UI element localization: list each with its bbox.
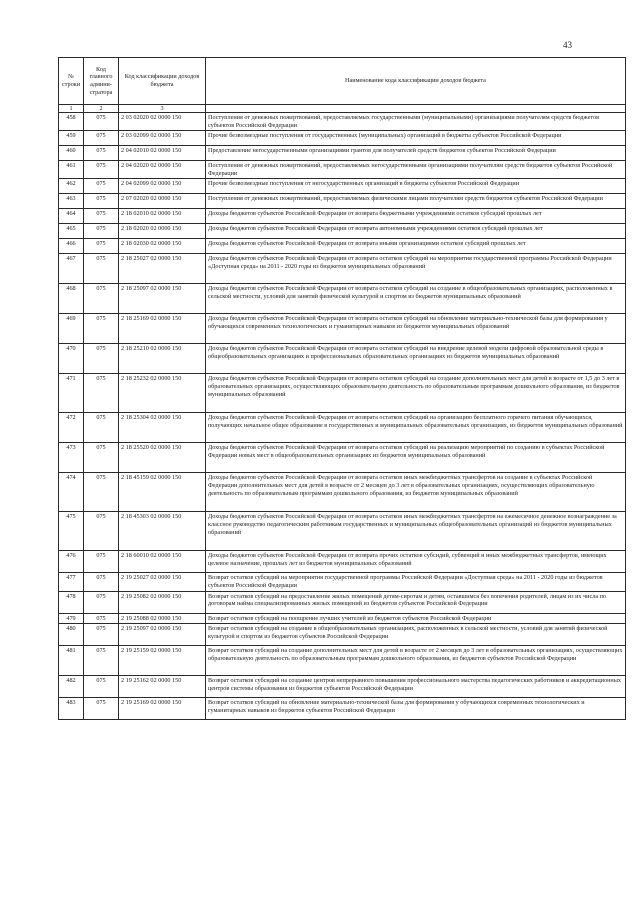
code-name: Возврат остатков субсидий на предоставление жилых помещений детям-сиротам и детям, оставшимся без попечения родителей, лицам из их числа по договорам найма специализированных жилых помещений из бюджетов субъектов Российской Федерации: [206, 591, 626, 613]
row-number: 482: [59, 676, 84, 698]
admin-code: 075: [84, 314, 119, 344]
admin-code: 075: [84, 698, 119, 720]
row-number: 471: [59, 374, 84, 413]
code-name: Предоставление негосударственными организациями грантов для получателей средств бюджетов субъектов Российской Федерации: [206, 146, 626, 161]
admin-code: 075: [84, 146, 119, 161]
admin-code: 075: [84, 512, 119, 551]
admin-code: 075: [84, 131, 119, 146]
code-name: Прочие безвозмездные поступления от государственных (муниципальных) организаций в бюджеты субъектов Российской Федерации: [206, 131, 626, 146]
revenue-classification-table: [58, 57, 626, 720]
classification-code: 2 18 25520 02 0000 150: [119, 443, 206, 473]
row-number: 480: [59, 624, 84, 646]
admin-code: 075: [84, 624, 119, 646]
table-row: [59, 254, 626, 284]
code-name: Возврат остатков субсидий на поощрение лучших учителей из бюджетов субъектов Российской Федерации: [206, 613, 626, 624]
table-row: [59, 284, 626, 314]
classification-code: 2 07 02020 02 0000 150: [119, 194, 206, 209]
code-name: Поступления от денежных пожертвований, предоставляемых государственными (муниципальными) организациями получателям средств бюджетов субъектов Российской Федерации: [206, 113, 626, 131]
code-name: Возврат остатков субсидий на создание центров непрерывного повышения профессионального мастерства педагогических работников и аккредитационных центров системы образования из бюджетов субъектов Российской Федерации: [206, 676, 626, 698]
classification-code: 2 18 02020 02 0000 150: [119, 224, 206, 239]
code-name: Доходы бюджетов субъектов Российской Федерации от возврата остатков субсидий на организацию бесплатного горячего питания обучающихся, получающих начальное общее образование в государственных и муниципальных образовательных организациях, из бюджетов муниципальных образований: [206, 413, 626, 443]
row-number: 466: [59, 239, 84, 254]
row-number: 477: [59, 573, 84, 591]
classification-code: 2 19 25027 02 0000 150: [119, 573, 206, 591]
table-row: [59, 573, 626, 591]
table-row: [59, 224, 626, 239]
classification-code: 2 18 60010 02 0000 150: [119, 551, 206, 573]
classification-code: 2 19 25088 02 0000 150: [119, 613, 206, 624]
admin-code: 075: [84, 239, 119, 254]
row-number: 475: [59, 512, 84, 551]
table-row: [59, 646, 626, 676]
row-number: 467: [59, 254, 84, 284]
table-row: [59, 194, 626, 209]
table-row: [59, 551, 626, 573]
table-row: [59, 698, 626, 720]
code-name: Доходы бюджетов субъектов Российской Федерации от возврата остатков субсидий на мероприятия государственной программы Российской Федерации «Доступная среда» на 2011 - 2020 годы из бюджетов муниципальных образований: [206, 254, 626, 284]
header-admin-code: Код главного админи-стратора: [84, 58, 119, 105]
code-name: Возврат остатков субсидий на мероприятия государственной программы Российской Федерации «Доступная среда» на 2011 - 2020 годы из бюджетов субъектов Российской Федерации: [206, 573, 626, 591]
admin-code: 075: [84, 443, 119, 473]
code-name: Возврат остатков субсидий на создание дополнительных мест для детей в возрасте от 2 месяцев до 3 лет в образовательных организациях, осуществляющих образовательную деятельность по образовательным программам дошкольного образования, из бюджетов субъектов Российской Федерации: [206, 646, 626, 676]
admin-code: 075: [84, 194, 119, 209]
table-row: [59, 473, 626, 512]
classification-code: 2 18 02030 02 0000 150: [119, 239, 206, 254]
row-number: 465: [59, 224, 84, 239]
code-name: Доходы бюджетов субъектов Российской Федерации от возврата остатков субсидий на обновление материально-технической базы для формирования у обучающихся современных технологических и гуманитарных навыков из бюджетов муниципальных образований: [206, 314, 626, 344]
row-number: 479: [59, 613, 84, 624]
classification-code: 2 19 25082 02 0000 150: [119, 591, 206, 613]
code-name: Возврат остатков субсидий на обновление материально-технической базы для формирования у обучающихся современных технологических и гуманитарных навыков из бюджетов субъектов Российской Федерации: [206, 698, 626, 720]
classification-code: 2 19 25097 02 0000 150: [119, 624, 206, 646]
column-number-1: 1: [59, 105, 84, 113]
admin-code: 075: [84, 179, 119, 194]
classification-code: 2 03 02099 02 0000 150: [119, 131, 206, 146]
table-row: [59, 591, 626, 613]
admin-code: 075: [84, 551, 119, 573]
admin-code: 075: [84, 646, 119, 676]
table-row: [59, 344, 626, 374]
code-name: Доходы бюджетов субъектов Российской Федерации от возврата иными организациями остатков субсидий прошлых лет: [206, 239, 626, 254]
table-body: [59, 113, 626, 720]
table-row: [59, 209, 626, 224]
row-number: 473: [59, 443, 84, 473]
admin-code: 075: [84, 344, 119, 374]
table-row: [59, 314, 626, 344]
admin-code: 075: [84, 473, 119, 512]
table-row: [59, 443, 626, 473]
code-name: Доходы бюджетов субъектов Российской Федерации от возврата остатков субсидий на создание дополнительных мест для детей в возрасте от 1,5 до 3 лет в образовательных организациях, осуществляющих образовательную деятельность по образовательным программам дошкольного образования, из бюджетов муниципальных образований: [206, 374, 626, 413]
admin-code: 075: [84, 591, 119, 613]
row-number: 470: [59, 344, 84, 374]
row-number: 464: [59, 209, 84, 224]
table-column-number-row: [59, 105, 626, 113]
table-row: [59, 374, 626, 413]
admin-code: 075: [84, 676, 119, 698]
header-code-name: Наименование кода классификации доходов бюджета: [206, 58, 626, 105]
table-row: [59, 131, 626, 146]
table-row: [59, 113, 626, 131]
admin-code: 075: [84, 374, 119, 413]
admin-code: 075: [84, 224, 119, 239]
header-row-number: № строки: [59, 58, 84, 105]
code-name: Доходы бюджетов субъектов Российской Федерации от возврата остатков субсидий на создание в общеобразовательных организациях, расположенных в сельской местности, условий для занятий физической культурой и спортом из бюджетов муниципальных образований: [206, 284, 626, 314]
row-number: 481: [59, 646, 84, 676]
code-name: Доходы бюджетов субъектов Российской Федерации от возврата остатков иных межбюджетных трансфертов на создание в субъектах Российской Федерации дополнительных мест для детей в возрасте от 2 месяцев до 3 лет в образовательных организациях, осуществляющих образовательную деятельность по образовательным программам дошкольного образования, из бюджетов муниципальных образований: [206, 473, 626, 512]
admin-code: 075: [84, 254, 119, 284]
classification-code: 2 04 02010 02 0000 150: [119, 146, 206, 161]
row-number: 460: [59, 146, 84, 161]
code-name: Доходы бюджетов субъектов Российской Федерации от возврата прочих остатков субсидий, субвенций и иных межбюджетных трансфертов, имеющих целевое назначение, прошлых лет из бюджетов муниципальных образований: [206, 551, 626, 573]
row-number: 472: [59, 413, 84, 443]
classification-code: 2 18 25210 02 0000 150: [119, 344, 206, 374]
classification-code: 2 18 25027 02 0000 150: [119, 254, 206, 284]
page-number: 43: [563, 40, 572, 50]
row-number: 468: [59, 284, 84, 314]
header-classification-code: Код классификации доходов бюджета: [119, 58, 206, 105]
row-number: 463: [59, 194, 84, 209]
table-row: [59, 239, 626, 254]
code-name: Поступления от денежных пожертвований, предоставляемых физическими лицами получателям средств бюджетов субъектов Российской Федерации: [206, 194, 626, 209]
code-name: Возврат остатков субсидий на создание в общеобразовательных организациях, расположенных в сельской местности, условий для занятий физической культурой и спортом из бюджетов субъектов Российской Федерации: [206, 624, 626, 646]
classification-code: 2 18 25097 02 0000 150: [119, 284, 206, 314]
classification-code: 2 03 02020 02 0000 150: [119, 113, 206, 131]
table-row: [59, 161, 626, 179]
classification-code: 2 19 25162 02 0000 150: [119, 676, 206, 698]
code-name: Доходы бюджетов субъектов Российской Федерации от возврата остатков субсидий на реализацию мероприятий по созданию в субъектах Российской Федерации новых мест в общеобразовательных организациях из бюджетов муниципальных образований: [206, 443, 626, 473]
admin-code: 075: [84, 284, 119, 314]
table-row: [59, 613, 626, 624]
table-row: [59, 512, 626, 551]
column-number-4: [206, 105, 626, 113]
row-number: 474: [59, 473, 84, 512]
classification-code: 2 18 25304 02 0000 150: [119, 413, 206, 443]
classification-code: 2 19 25169 02 0000 150: [119, 698, 206, 720]
table-header-row: [59, 58, 626, 105]
code-name: Поступления от денежных пожертвований, предоставляемых негосударственными организациями получателям средств бюджетов субъектов Российской Федерации: [206, 161, 626, 179]
row-number: 483: [59, 698, 84, 720]
classification-code: 2 19 25159 02 0000 150: [119, 646, 206, 676]
row-number: 461: [59, 161, 84, 179]
column-number-2: 2: [84, 105, 119, 113]
admin-code: 075: [84, 573, 119, 591]
code-name: Доходы бюджетов субъектов Российской Федерации от возврата остатков субсидий на внедрение целевой модели цифровой образовательной среды в общеобразовательных организациях и профессиональных образовательных организациях из бюджетов муниципальных образований: [206, 344, 626, 374]
admin-code: 075: [84, 113, 119, 131]
table-row: [59, 146, 626, 161]
table-row: [59, 179, 626, 194]
admin-code: 075: [84, 413, 119, 443]
row-number: 462: [59, 179, 84, 194]
row-number: 478: [59, 591, 84, 613]
table-row: [59, 413, 626, 443]
classification-code: 2 18 25232 02 0000 150: [119, 374, 206, 413]
classification-code: 2 18 02010 02 0000 150: [119, 209, 206, 224]
classification-code: 2 04 02099 02 0000 150: [119, 179, 206, 194]
row-number: 469: [59, 314, 84, 344]
admin-code: 075: [84, 209, 119, 224]
row-number: 459: [59, 131, 84, 146]
code-name: Доходы бюджетов субъектов Российской Федерации от возврата остатков иных межбюджетных трансфертов на ежемесячное денежное вознаграждение за классное руководство педагогическим работникам государственных и муниципальных общеобразовательных организаций из бюджетов муниципальных образований: [206, 512, 626, 551]
code-name: Доходы бюджетов субъектов Российской Федерации от возврата бюджетными учреждениями остатков субсидий прошлых лет: [206, 209, 626, 224]
table-row: [59, 624, 626, 646]
row-number: 458: [59, 113, 84, 131]
classification-code: 2 04 02020 02 0000 150: [119, 161, 206, 179]
column-number-3: 3: [119, 105, 206, 113]
row-number: 476: [59, 551, 84, 573]
admin-code: 075: [84, 161, 119, 179]
classification-code: 2 18 45303 02 0000 150: [119, 512, 206, 551]
code-name: Доходы бюджетов субъектов Российской Федерации от возврата автономными учреждениями остатков субсидий прошлых лет: [206, 224, 626, 239]
classification-code: 2 18 45159 02 0000 150: [119, 473, 206, 512]
code-name: Прочие безвозмездные поступления от негосударственных организаций в бюджеты субъектов Российской Федерации: [206, 179, 626, 194]
admin-code: 075: [84, 613, 119, 624]
classification-code: 2 18 25169 02 0000 150: [119, 314, 206, 344]
table-row: [59, 676, 626, 698]
